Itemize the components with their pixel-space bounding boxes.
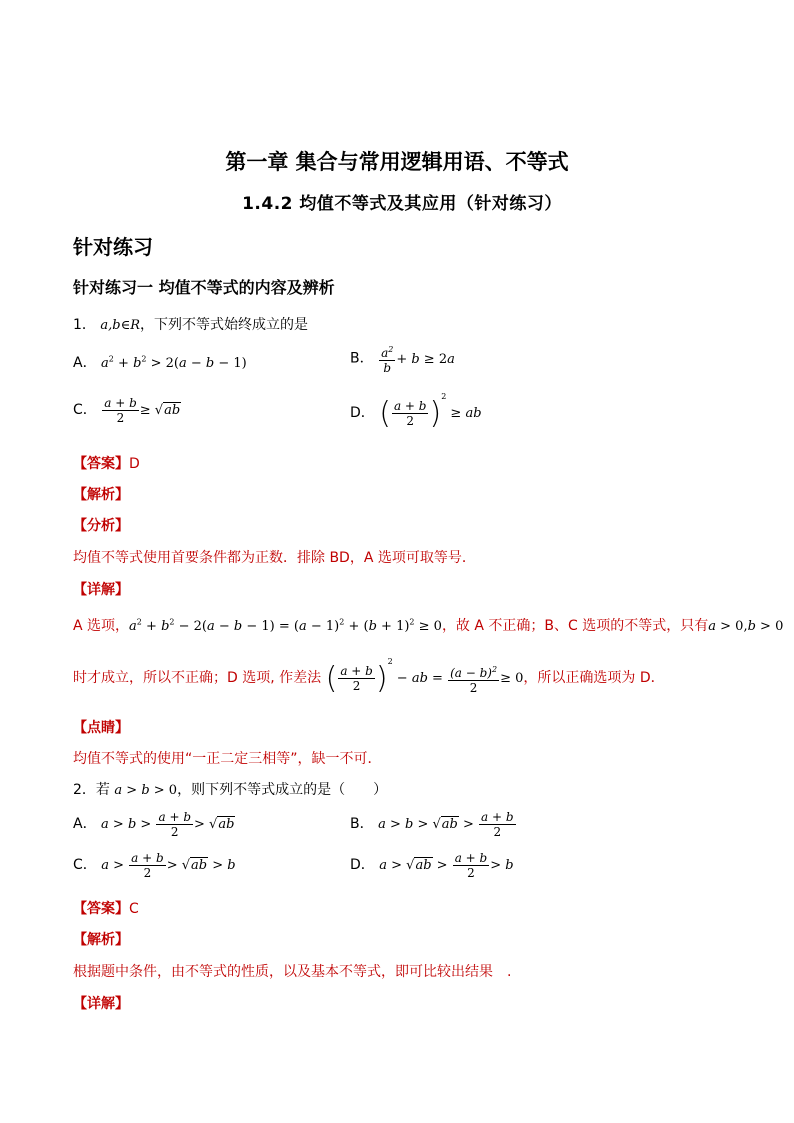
q2-option-b: [350, 810, 517, 839]
option-label: A．: [73, 816, 97, 832]
q2-option-d: [350, 851, 514, 880]
q1-option-b: [350, 343, 455, 375]
q1-dianjing-text: 均值不等式的使用“一正二定三相等”，缺一不可．: [73, 751, 382, 767]
q2-answer-line: [73, 898, 139, 918]
q2-stem-text: ，则下列不等式成立的是（ ）: [177, 782, 388, 798]
text: A 选项，: [73, 618, 130, 634]
q1-number: 1．: [73, 317, 96, 333]
formula: a > b > $\frac{a + b}{2}$ > √ab: [101, 810, 235, 839]
q1-option-d: [350, 392, 482, 431]
answer-value: C: [129, 901, 139, 917]
option-label: C．: [73, 857, 97, 873]
q1-analysis-tag: 【解析】: [73, 487, 129, 503]
q1-dianjing-tag: 【点睛】: [73, 720, 129, 736]
part-heading: 针对练习: [73, 235, 153, 259]
formula: a > b > 0: [114, 783, 178, 798]
q1-vars: a,b∈R: [100, 318, 140, 333]
text: ，故 A 不正确；B、C 选项的不等式，只有: [441, 618, 709, 634]
q1-detail-line1: [73, 615, 783, 635]
option-label: A．: [73, 355, 97, 371]
option-label: D．: [350, 857, 375, 873]
answer-tag: 【答案】: [73, 901, 129, 917]
section-title: 1.4.2 均值不等式及其应用（针对练习）: [242, 194, 562, 214]
q2-stem: [73, 779, 387, 799]
q1-stem-text: ，下列不等式始终成立的是: [140, 317, 308, 333]
q1-fenxi-text: 均值不等式使用首要条件都为正数．排除 BD，A 选项可取等号．: [73, 550, 476, 566]
chapter-title: 第一章 集合与常用逻辑用语、不等式: [225, 150, 569, 174]
formula: a > 0,b > 0: [708, 619, 784, 634]
option-label: D．: [350, 405, 375, 421]
q2-option-a: [73, 810, 235, 839]
text: ，所以正确选项为 D．: [523, 670, 665, 686]
formula: $\frac{a + b}{2}$ ≥ √ab: [104, 396, 181, 425]
q2-analysis-text: 根据题中条件，由不等式的性质，以及基本不等式，即可比较出结果 .: [73, 964, 512, 980]
formula: $\frac{a^2}{b}$ + b ≥ 2a: [381, 345, 455, 375]
text: 时才成立，所以不正确；D 选项, 作差法: [73, 670, 322, 686]
q1-answer-line: [73, 453, 140, 473]
q2-option-c: [73, 851, 236, 880]
option-label: B．: [350, 816, 374, 832]
q1-option-c: [73, 396, 181, 425]
q1-detail-tag: 【详解】: [73, 582, 129, 598]
formula: $a^2 + b^2 - 2(a - b - 1) = (a - 1)^2 + (b + 1)^2 \ge 0$: [129, 617, 442, 634]
formula: a > √ab > $\frac{a + b}{2}$ > b: [379, 851, 514, 880]
q2-analysis-tag: 【解析】: [73, 932, 129, 948]
formula: a > $\frac{a + b}{2}$ > √ab > b: [101, 851, 236, 880]
formula: ( $\frac{a + b}{2}$ )$^2$ ≥ ab: [379, 392, 482, 431]
answer-tag: 【答案】: [73, 456, 129, 472]
option-label: B．: [350, 350, 374, 367]
q1-stem: [73, 314, 308, 334]
q2-detail-tag: 【详解】: [73, 996, 129, 1012]
formula: $a^2 + b^2 > 2(a - b - 1)$: [101, 354, 247, 371]
option-label: C．: [73, 402, 97, 418]
sub-heading: 针对练习一 均值不等式的内容及辨析: [73, 278, 335, 297]
answer-value: D: [129, 456, 140, 472]
formula: ( $\frac{a + b}{2}$ )$^2$ − ab = $\frac{(a - b)^2}{2}$ ≥ 0: [325, 657, 524, 696]
q1-option-a: [73, 352, 247, 372]
q1-fenxi-tag: 【分析】: [73, 518, 129, 534]
formula: a > b > √ab > $\frac{a + b}{2}$: [378, 810, 514, 839]
q2-number: 2．若: [73, 782, 110, 798]
q1-detail-line2: [73, 657, 665, 696]
